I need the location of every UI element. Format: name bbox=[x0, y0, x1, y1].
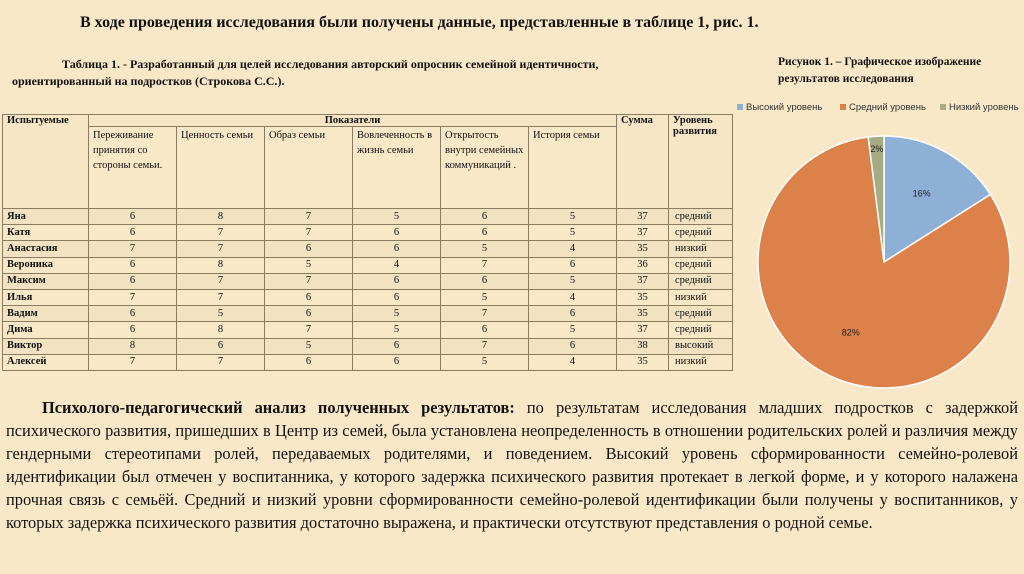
indicator-score: 5 bbox=[529, 225, 617, 241]
level-value: средний bbox=[669, 306, 733, 322]
pie-slices bbox=[758, 136, 1010, 388]
subject-name: Вадим bbox=[3, 306, 89, 322]
indicator-openness: Открытость внутри семейных коммуникаций . bbox=[441, 127, 529, 209]
indicator-score: 6 bbox=[265, 289, 353, 305]
figure-caption-line1: Рисунок 1. – Графическое изображение bbox=[778, 56, 982, 68]
indicator-score: 4 bbox=[353, 257, 441, 273]
indicator-score: 7 bbox=[177, 273, 265, 289]
indicator-score: 7 bbox=[177, 289, 265, 305]
indicator-score: 5 bbox=[177, 306, 265, 322]
indicator-score: 6 bbox=[265, 241, 353, 257]
level-value: низкий bbox=[669, 241, 733, 257]
legend-entry: Средний уровень bbox=[849, 102, 926, 113]
subject-name: Максим bbox=[3, 273, 89, 289]
indicator-score: 7 bbox=[177, 354, 265, 370]
indicator-score: 6 bbox=[441, 225, 529, 241]
sum-value: 37 bbox=[617, 273, 669, 289]
table-caption-line1: Таблица 1. - Разработанный для целей исследования авторский опросник семейной идентичности, bbox=[62, 57, 599, 71]
sum-value: 36 bbox=[617, 257, 669, 273]
indicator-score: 6 bbox=[529, 306, 617, 322]
indicator-score: 6 bbox=[353, 225, 441, 241]
indicator-score: 5 bbox=[441, 241, 529, 257]
subject-name: Илья bbox=[3, 289, 89, 305]
level-value: средний bbox=[669, 209, 733, 225]
indicator-score: 6 bbox=[353, 241, 441, 257]
indicator-score: 6 bbox=[441, 322, 529, 338]
indicator-score: 6 bbox=[265, 306, 353, 322]
table-row bbox=[3, 338, 733, 354]
indicator-score: 7 bbox=[265, 209, 353, 225]
indicator-score: 7 bbox=[441, 306, 529, 322]
chart-legend bbox=[737, 102, 1019, 113]
indicator-score: 6 bbox=[89, 322, 177, 338]
indicator-value: Ценность семьи bbox=[177, 127, 265, 209]
indicator-score: 5 bbox=[353, 306, 441, 322]
indicator-score: 7 bbox=[265, 322, 353, 338]
indicator-score: 6 bbox=[353, 354, 441, 370]
table-row bbox=[3, 306, 733, 322]
legend-entry: Низкий уровень bbox=[949, 102, 1019, 113]
indicator-score: 6 bbox=[353, 289, 441, 305]
table-row bbox=[3, 273, 733, 289]
indicator-history: История семьи bbox=[529, 127, 617, 209]
figure-caption bbox=[778, 54, 1018, 88]
indicator-score: 5 bbox=[529, 209, 617, 225]
indicator-score: 6 bbox=[89, 306, 177, 322]
table-caption-line2: ориентированный на подростков (Строкова С.С.). bbox=[12, 74, 285, 88]
indicator-score: 7 bbox=[177, 225, 265, 241]
indicator-score: 6 bbox=[89, 273, 177, 289]
indicator-score: 7 bbox=[265, 273, 353, 289]
indicator-score: 8 bbox=[89, 338, 177, 354]
table-row bbox=[3, 241, 733, 257]
sum-value: 35 bbox=[617, 241, 669, 257]
slice-data-label: 2% bbox=[870, 143, 884, 154]
figure-caption-line2: результатов исследования bbox=[778, 73, 914, 85]
indicator-score: 5 bbox=[441, 354, 529, 370]
indicator-score: 4 bbox=[529, 354, 617, 370]
indicator-score: 7 bbox=[89, 354, 177, 370]
sum-value: 35 bbox=[617, 306, 669, 322]
indicator-score: 4 bbox=[529, 289, 617, 305]
level-value: средний bbox=[669, 322, 733, 338]
indicator-score: 6 bbox=[265, 354, 353, 370]
sum-value: 37 bbox=[617, 225, 669, 241]
indicator-score: 8 bbox=[177, 209, 265, 225]
indicator-acceptance: Переживание принятия со стороны семьи. bbox=[89, 127, 177, 209]
indicator-score: 6 bbox=[177, 338, 265, 354]
page-heading: В ходе проведения исследования были получены данные, представленные в таблице 1, рис. 1. bbox=[80, 14, 759, 31]
indicator-score: 6 bbox=[441, 273, 529, 289]
indicator-score: 6 bbox=[529, 338, 617, 354]
pie-chart bbox=[735, 96, 1024, 396]
indicator-score: 7 bbox=[177, 241, 265, 257]
header-indicators: Показатели bbox=[89, 115, 617, 127]
analysis-lead: Психолого-педагогический анализ полученных результатов: bbox=[42, 398, 515, 417]
subject-name: Катя bbox=[3, 225, 89, 241]
indicator-score: 7 bbox=[265, 225, 353, 241]
subject-name: Виктор bbox=[3, 338, 89, 354]
table-row bbox=[3, 209, 733, 225]
table-row bbox=[3, 257, 733, 273]
level-value: средний bbox=[669, 257, 733, 273]
level-value: средний bbox=[669, 273, 733, 289]
sum-value: 35 bbox=[617, 289, 669, 305]
legend-entry: Высокий уровень bbox=[746, 102, 823, 113]
indicator-score: 6 bbox=[353, 338, 441, 354]
indicator-score: 6 bbox=[529, 257, 617, 273]
legend-swatch bbox=[737, 104, 743, 110]
legend-swatch bbox=[840, 104, 846, 110]
table-row bbox=[3, 289, 733, 305]
indicator-score: 5 bbox=[529, 322, 617, 338]
table-caption bbox=[12, 56, 632, 90]
table-row bbox=[3, 354, 733, 370]
indicator-score: 7 bbox=[441, 257, 529, 273]
sum-value: 38 bbox=[617, 338, 669, 354]
slice-data-label: 16% bbox=[912, 188, 931, 199]
indicator-score: 5 bbox=[265, 257, 353, 273]
sum-value: 37 bbox=[617, 322, 669, 338]
indicator-score: 5 bbox=[441, 289, 529, 305]
legend-swatch bbox=[940, 104, 946, 110]
sum-value: 37 bbox=[617, 209, 669, 225]
indicator-score: 7 bbox=[89, 289, 177, 305]
indicator-score: 4 bbox=[529, 241, 617, 257]
subject-name: Дима bbox=[3, 322, 89, 338]
indicator-score: 5 bbox=[353, 209, 441, 225]
header-sum: Сумма bbox=[617, 115, 669, 209]
indicator-score: 7 bbox=[441, 338, 529, 354]
level-value: высокий bbox=[669, 338, 733, 354]
indicator-score: 7 bbox=[89, 241, 177, 257]
indicator-image: Образ семьи bbox=[265, 127, 353, 209]
subject-name: Анастасия bbox=[3, 241, 89, 257]
analysis-body: по результатам исследования младших подростков с задержкой психического развития, пришедших в Центр из семей, была установлена неопределенность в отношении родительских ролей и различия между гендерными стереотипами ролей, передаваемых родителями, и поведением. Высокий уровень сформированности семейно-ролевой идентификации был отмечен у воспитанника, у которого задержка психического развития протекает в легкой форме, и у которого налажена прочная связь с семьёй. Средний и низкий уровни сформированности семейно-ролевой идентификации были получены у воспитанников, у которых задержка психического развития достаточно выражена, и практически отсутствуют представления о родной семье. bbox=[6, 398, 1018, 532]
indicator-score: 5 bbox=[353, 322, 441, 338]
level-value: низкий bbox=[669, 354, 733, 370]
indicator-involvement: Вовлеченность в жизнь семьи bbox=[353, 127, 441, 209]
level-value: средний bbox=[669, 225, 733, 241]
indicator-score: 6 bbox=[89, 225, 177, 241]
analysis-paragraph bbox=[6, 396, 1018, 534]
indicator-score: 6 bbox=[89, 257, 177, 273]
indicator-score: 8 bbox=[177, 257, 265, 273]
sum-value: 35 bbox=[617, 354, 669, 370]
slice-data-label: 82% bbox=[841, 327, 860, 338]
subject-name: Яна bbox=[3, 209, 89, 225]
indicator-score: 8 bbox=[177, 322, 265, 338]
indicator-score: 6 bbox=[441, 209, 529, 225]
table-row bbox=[3, 322, 733, 338]
indicator-score: 6 bbox=[353, 273, 441, 289]
header-subjects: Испытуемые bbox=[3, 115, 89, 209]
subject-name: Алексей bbox=[3, 354, 89, 370]
level-value: низкий bbox=[669, 289, 733, 305]
table-row bbox=[3, 225, 733, 241]
indicator-score: 5 bbox=[529, 273, 617, 289]
indicator-score: 5 bbox=[265, 338, 353, 354]
subject-name: Вероника bbox=[3, 257, 89, 273]
results-table bbox=[2, 114, 732, 371]
table-body bbox=[3, 209, 733, 371]
indicator-score: 6 bbox=[89, 209, 177, 225]
header-level: Уровень развития bbox=[669, 115, 733, 209]
